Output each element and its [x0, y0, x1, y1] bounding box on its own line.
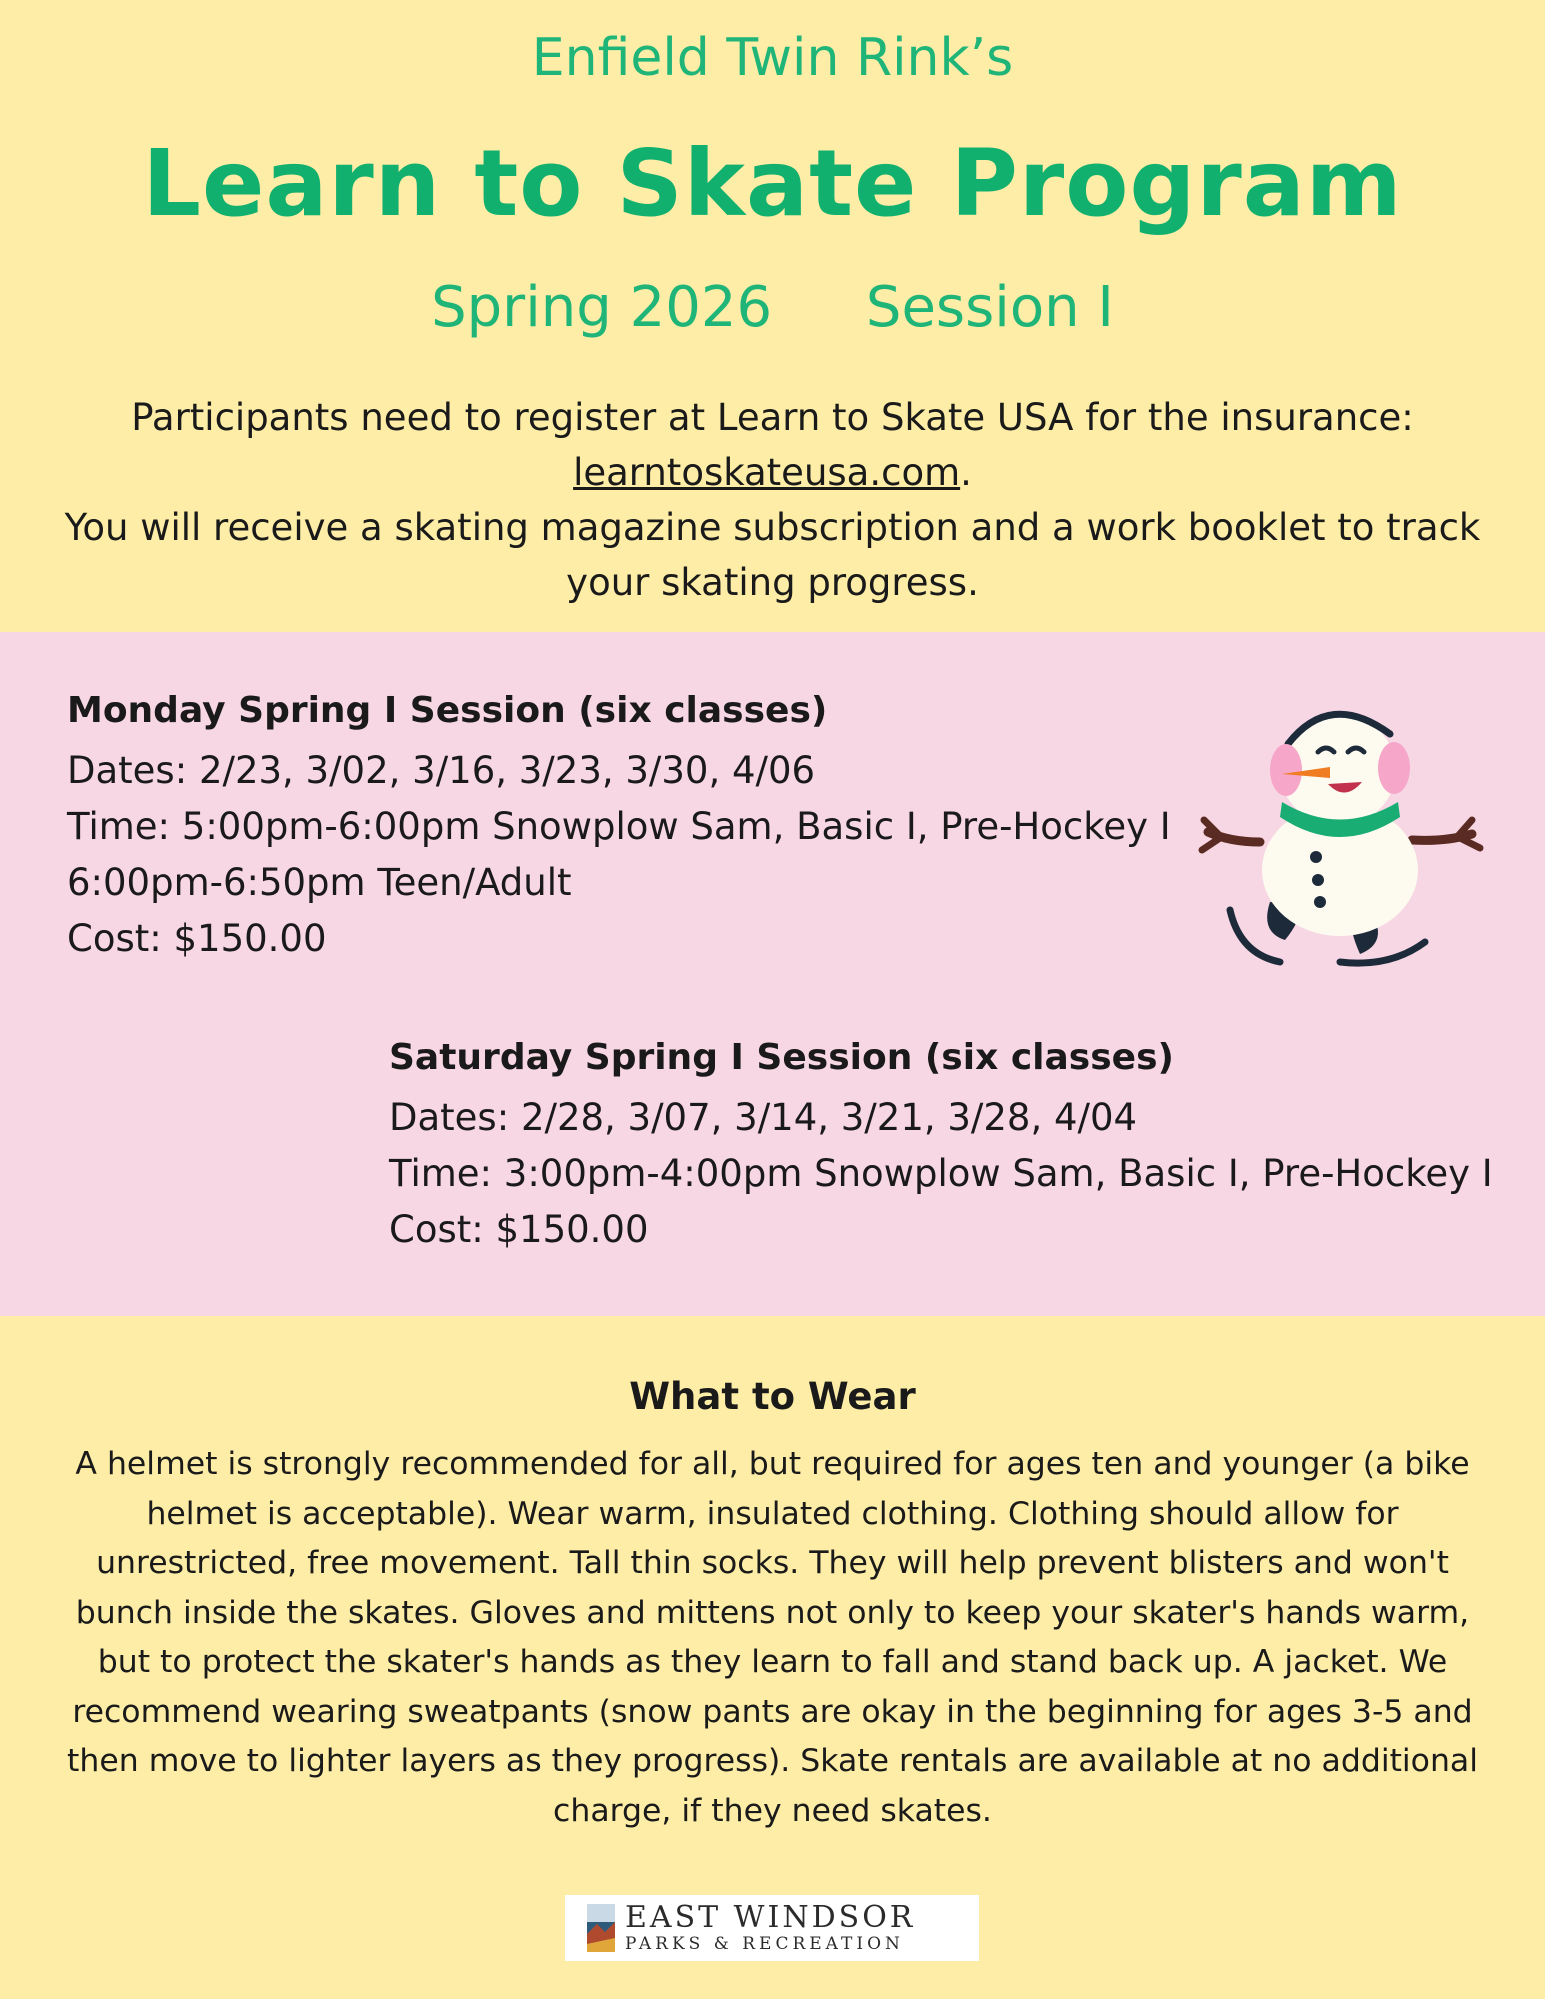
sessions-band	[0, 632, 1545, 1316]
saturday-time: Time: 3:00pm-4:00pm Snowplow Sam, Basic I, Pre-Hockey I	[389, 1152, 1493, 1195]
logo-line1: EAST WINDSOR	[625, 1900, 916, 1935]
rink-name: Enfield Twin Rink’s	[531, 28, 1014, 88]
monday-heading: Monday Spring I Session (six classes)	[67, 690, 828, 731]
monday-session	[67, 690, 1171, 967]
what-to-wear-section	[60, 1375, 1485, 1836]
season-label: Spring 2026	[431, 275, 773, 340]
east-windsor-logo	[565, 1895, 979, 1961]
what-to-wear-heading: What to Wear	[629, 1375, 916, 1418]
monday-time-adult: 6:00pm-6:50pm Teen/Adult	[67, 861, 572, 904]
saturday-heading: Saturday Spring I Session (six classes)	[389, 1037, 1174, 1078]
monday-time: Time: 5:00pm-6:00pm Snowplow Sam, Basic I, Pre-Hockey I	[67, 805, 1171, 848]
logo-text	[625, 1902, 915, 1954]
intro-line3: You will receive a skating magazine subscription and a work booklet to track your skating progress.	[64, 506, 1481, 604]
register-link[interactable]: learntoskateusa.com	[573, 451, 961, 494]
intro-line1: Participants need to register at Learn to Skate USA for the insurance:	[131, 396, 1414, 439]
saturday-cost: Cost: $150.00	[389, 1208, 649, 1251]
season-line	[0, 275, 1545, 340]
intro-line2	[40, 445, 1505, 500]
monday-cost: Cost: $150.00	[67, 917, 327, 960]
page-title: Learn to Skate Program	[142, 130, 1403, 237]
east-windsor-emblem-icon	[587, 1904, 615, 1952]
what-to-wear-body: A helmet is strongly recommended for all, but required for ages ten and younger (a bike helmet is acceptable). Wear warm, insulated clothing. Clothing should allow for unrestricted, free movement. Tall thin socks. They will help prevent blisters and won't bunch inside the skates. Gloves and mittens not only to keep your skater's hands warm, but to protect the skater's hands as they learn to fall and stand back up. A jacket. We recommend wearing sweatpants (snow pants are okay in the beginning for ages 3-5 and then move to lighter layers as they progress). Skate rentals are available at no additional charge, if they need skates.	[67, 1446, 1478, 1829]
snowman-skating-icon	[1190, 692, 1510, 972]
saturday-dates: Dates: 2/28, 3/07, 3/14, 3/21, 3/28, 4/04	[389, 1096, 1138, 1139]
saturday-session	[389, 1037, 1493, 1258]
session-label: Session I	[865, 275, 1114, 340]
monday-dates: Dates: 2/23, 3/02, 3/16, 3/23, 3/30, 4/06	[67, 749, 816, 792]
intro-link-suffix: .	[960, 451, 972, 494]
logo-line2: PARKS & RECREATION	[625, 1934, 904, 1954]
intro-text	[40, 390, 1505, 610]
